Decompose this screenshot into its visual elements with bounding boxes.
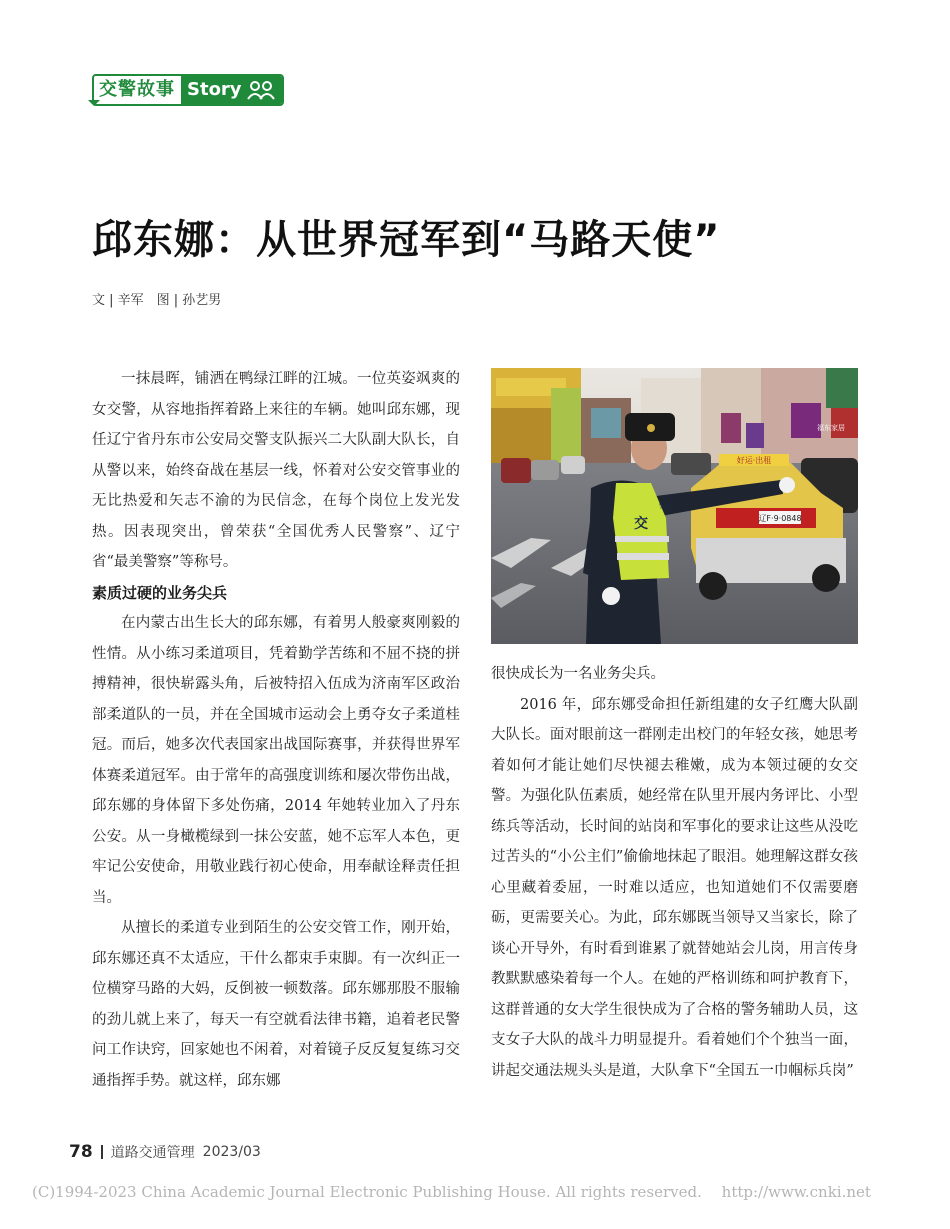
section-heading: 素质过硬的业务尖兵 xyxy=(92,583,228,602)
paragraph: 2016 年，邱东娜受命担任新组建的女子红鹰大队副大队长。面对眼前这一群刚走出校门的年轻女孩，她思考着如何才能让她们尽快褪去稚嫩，成为本领过硬的女交警。为强化队伍素质，她经常在队里开展内务评比、小型练兵等活动，长时间的站岗和军事化的要求让这些从没吃过苦头的“小公主们”偷偷地抹起了眼泪。她理解这群女孩心里藏着委屈，一时难以适应，也知道她们不仅需要磨砺，更需要关心。为此，邱东娜既当领导又当家长，除了谈心开导外，有时看到谁累了就替她站会儿岗，用言传身教默默感染着每一个人。在她的严格训练和呵护教育下，这群普通的女大学生很快成为了合格的警务辅助人员，这支女子大队的战斗力明显提升。看着她们个个独当一面，讲起交通法规头头是道，大队拿下“全国五一巾帼标兵岗” xyxy=(491,696,858,1079)
article-title: 邱东娜：从世界冠军到“马路天使” xyxy=(92,217,721,263)
shop-sign: 福东家居 xyxy=(817,424,845,432)
column-tag-story xyxy=(181,76,282,104)
page-footer xyxy=(69,1142,261,1162)
taxi-plate: 辽F·9·0848 xyxy=(758,514,802,523)
footer-divider xyxy=(101,1145,103,1159)
column-tag-story-label: Story xyxy=(187,79,242,100)
right-column xyxy=(491,659,858,1086)
copyright-notice: (C)1994-2023 China Academic Journal Electronic Publishing House. All rights reserved. http://www.cnki.net xyxy=(32,1183,871,1201)
page-number: 78 xyxy=(69,1142,93,1162)
article-photo xyxy=(491,368,858,644)
paragraph: 在内蒙古出生长大的邱东娜，有着男人般豪爽刚毅的性情。从小练习柔道项目，凭着勤学苦练和不屈不挠的拼搏精神，很快崭露头角，后被特招入伍成为济南军区政治部柔道队的一员，并在全国城市运动会上勇夺女子柔道桂冠。而后，她多次代表国家出战国际赛事，并获得世界军体赛柔道冠军。由于常年的高强度训练和屡次带伤出战，邱东娜的身体留下多处伤痛，2014 年她转业加入了丹东公安。从一身橄榄绿到一抹公安蓝，她不忘军人本色，更牢记公安使命，用敬业践行初心使命，用奉献诠释责任担当。 xyxy=(92,615,460,906)
people-icon xyxy=(246,80,276,100)
left-column xyxy=(92,364,460,1096)
issue-number: 2023/03 xyxy=(202,1144,261,1160)
journal-name: 道路交通管理 xyxy=(110,1145,195,1161)
tag-pointer xyxy=(88,100,100,106)
vest-character: 交 xyxy=(634,516,648,532)
byline: 文 | 辛军 图 | 孙艺男 xyxy=(92,293,222,308)
paragraph-continuation: 很快成长为一名业务尖兵。 xyxy=(491,666,665,682)
taxi-roof-sign: 好运·出租 xyxy=(736,456,772,465)
column-tag-label: 交警故事 xyxy=(94,76,181,104)
paragraph: 从擅长的柔道专业到陌生的公安交管工作，刚开始，邱东娜还真不太适应，干什么都束手束脚。有一次纠正一位横穿马路的大妈，反倒被一顿数落。邱东娜那股不服输的劲儿就上来了，每天一有空就看法律书籍，追着老民警问工作诀窍，回家她也不闲着，对着镜子反反复复练习交通指挥手势。就这样，邱东娜 xyxy=(92,920,460,1089)
paragraph: 一抹晨晖，铺洒在鸭绿江畔的江城。一位英姿飒爽的女交警，从容地指挥着路上来往的车辆。她叫邱东娜，现任辽宁省丹东市公安局交警支队振兴二大队副大队长，自从警以来，始终奋战在基层一线，怀着对公安交管事业的无比热爱和矢志不渝的为民信念，在每个岗位上发光发热。因表现突出，曾荣获“全国优秀人民警察”、辽宁省“最美警察”等称号。 xyxy=(92,371,460,570)
vest-badge: 警察 xyxy=(659,503,672,510)
traffic-police-photo xyxy=(491,368,858,644)
column-tag xyxy=(92,74,284,106)
